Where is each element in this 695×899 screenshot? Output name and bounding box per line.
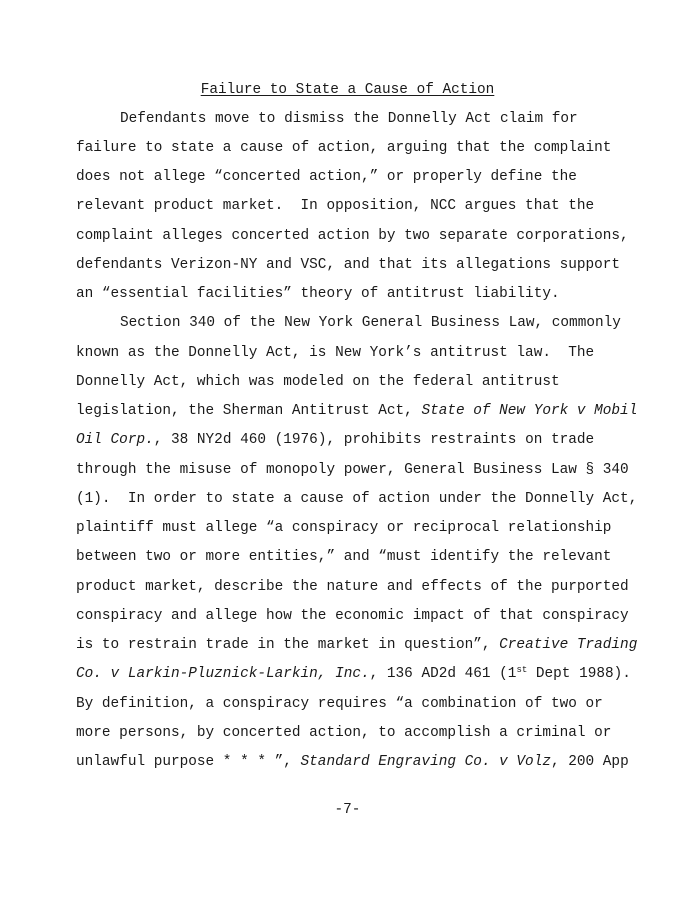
text-line: defendants Verizon-NY and VSC, and that its allegations support bbox=[76, 257, 621, 273]
text-line: through the misuse of monopoly power, General Business Law § 340 bbox=[76, 462, 629, 478]
section-heading bbox=[0, 80, 695, 100]
text-segment: , 200 App bbox=[550, 754, 629, 770]
case-citation: Oil Corp. bbox=[76, 432, 154, 448]
text-line: (1). In order to state a cause of action under the Donnelly Act, bbox=[76, 491, 638, 507]
text-line bbox=[76, 664, 631, 684]
text-segment: Dept 1988). bbox=[527, 666, 631, 682]
text-line: known as the Donnelly Act, is New York’s antitrust law. The bbox=[76, 345, 595, 361]
text-line: Donnelly Act, which was modeled on the federal antitrust bbox=[76, 374, 560, 390]
text-line: does not allege “concerted action,” or properly define the bbox=[76, 169, 577, 185]
case-citation: Standard Engraving Co. v Volz bbox=[300, 754, 551, 770]
text-segment: is to restrain trade in the market in question”, bbox=[76, 637, 500, 653]
text-line bbox=[76, 635, 637, 655]
text-line: more persons, by concerted action, to accomplish a criminal or bbox=[76, 725, 612, 741]
text-line: failure to state a cause of action, arguing that the complaint bbox=[76, 140, 612, 156]
section-heading-text: Failure to State a Cause of Action bbox=[200, 82, 495, 98]
text-line: relevant product market. In opposition, NCC argues that the bbox=[76, 198, 595, 214]
text-line: By definition, a conspiracy requires “a combination of two or bbox=[76, 696, 603, 712]
text-line bbox=[76, 401, 637, 421]
text-line: product market, describe the nature and effects of the purported bbox=[76, 579, 629, 595]
text-segment: , 38 NY2d 460 (1976), prohibits restraints on trade bbox=[153, 432, 595, 448]
superscript-ordinal: st bbox=[516, 665, 528, 675]
text-line bbox=[76, 430, 594, 450]
text-line: conspiracy and allege how the economic impact of that conspiracy bbox=[76, 608, 629, 624]
text-line: Section 340 of the New York General Business Law, commonly bbox=[120, 315, 621, 331]
case-citation: Co. v Larkin-Pluznick-Larkin, Inc. bbox=[76, 666, 370, 682]
text-segment: unlawful purpose * * * ”, bbox=[76, 754, 301, 770]
text-segment: legislation, the Sherman Antitrust Act, bbox=[76, 403, 422, 419]
text-segment: , 136 AD2d 461 (1 bbox=[369, 666, 517, 682]
text-line: Defendants move to dismiss the Donnelly Act claim for bbox=[120, 111, 578, 127]
page-number: -7- bbox=[334, 802, 361, 818]
case-citation: Creative Trading bbox=[499, 637, 638, 653]
text-line bbox=[76, 752, 629, 772]
text-line: complaint alleges concerted action by two separate corporations, bbox=[76, 228, 629, 244]
text-line: between two or more entities,” and “must identify the relevant bbox=[76, 549, 612, 565]
text-line: plaintiff must allege “a conspiracy or reciprocal relationship bbox=[76, 520, 612, 536]
case-citation: State of New York v Mobil bbox=[421, 403, 638, 419]
text-line: an “essential facilities” theory of antitrust liability. bbox=[76, 286, 560, 302]
